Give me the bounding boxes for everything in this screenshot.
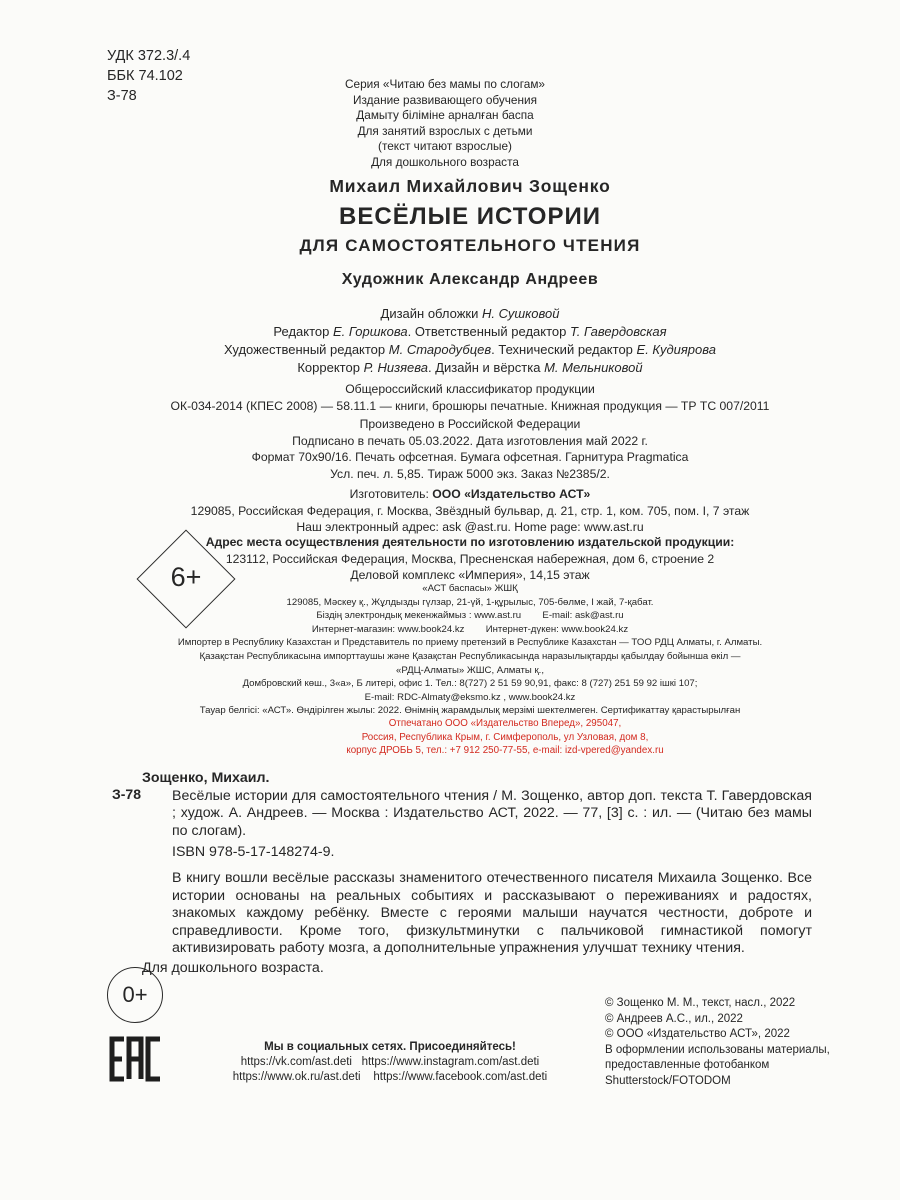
credit-label: . Технический редактор xyxy=(491,342,637,357)
series-line: Для дошкольного возраста xyxy=(371,154,519,169)
manufacturer-address: 129085, Российская Федерация, г. Москва, Звёздный бульвар, д. 21, стр. 1, ком. 705, пом. I, 7 этаж xyxy=(190,503,750,518)
kazakh-line: Импортер в Республику Казахстан и Представитель по приему претензий в Республике Казахстан — ТОО РДЦ Алматы, г. Алматы. xyxy=(177,637,763,649)
author-mark: З-78 xyxy=(107,88,137,104)
production-block xyxy=(150,416,790,482)
copyright-line: Shutterstock/FOTODOM xyxy=(605,1074,731,1087)
instagram-link[interactable]: https://www.instagram.com/ast.deti xyxy=(361,1056,540,1069)
udk-line: УДК 372.3/.4 xyxy=(107,48,191,64)
printer-line: Отпечатано ООО «Издательство Вперед», 295047, xyxy=(388,718,622,729)
zero-plus-label: 0+ xyxy=(122,982,148,1007)
credit-person: Е. Горшкова xyxy=(333,324,408,339)
manufacturer-email: Наш электронный адрес: ask @ast.ru. Home page: www.ast.ru xyxy=(296,520,644,534)
credit-person: Е. Кудиярова xyxy=(636,342,716,357)
kazakh-line: Домбровский көш., 3«а», Б литері, офис 1. Тел.: 8(727) 2 51 59 90,91, факс: 8 (727) 251 59 92 ішкі 107; xyxy=(242,678,698,690)
manufacturer-name: ООО «Издательство АСТ» xyxy=(432,487,591,501)
book-title: ВЕСЁЛЫЕ ИСТОРИИ xyxy=(339,203,601,230)
biblio-code: З-78 xyxy=(112,786,142,802)
author-name: Михаил Михайлович Зощенко xyxy=(329,176,611,196)
kazakh-line: 129085, Мәскеу қ., Жұлдызды гүлзар, 21-үй, 1-құрылыс, 705-бөлме, I жай, 7-қабат. xyxy=(286,596,654,608)
manufacturer-line xyxy=(150,486,790,503)
isbn: ISBN 978-5-17-148274-9. xyxy=(172,844,335,861)
credit-person: Р. Низяева xyxy=(363,360,429,375)
series-line: Дамыту біліміне арналған баспа xyxy=(356,108,534,123)
copyright-line: © Андреев А.С., ил., 2022 xyxy=(605,1012,743,1025)
biblio-entry: Весёлые истории для самостоятельного чтения / М. Зощенко, автор доп. текста Т. Гавердовская ; худож. А. Андреев. — Москва : Издательство АСТ, 2022. — 77, [3] с. : ил. — (Читаю без мамы по слогам). xyxy=(172,787,812,839)
credit-person: Н. Сушковой xyxy=(482,306,560,321)
copyright-line: предоставленные фотобанком xyxy=(605,1059,770,1072)
printer-line: корпус ДРОБЬ 5, тел.: +7 912 250-77-55, e-mail: izd-vpered@yandex.ru xyxy=(346,745,664,757)
ok-link[interactable]: https://www.ok.ru/ast.deti xyxy=(232,1071,361,1084)
copyright-line: © Зощенко М. М., текст, насл., 2022 xyxy=(605,997,796,1009)
credit-person: М. Стародубцев xyxy=(388,342,492,357)
activity-address-line: Деловой комплекс «Империя», 14,15 этаж xyxy=(350,568,590,582)
credit-label: Художественный редактор xyxy=(223,342,389,357)
kazakh-line: «РДЦ-Алматы» ЖШС, Алматы қ., xyxy=(396,664,544,676)
credit-person: М. Мельниковой xyxy=(544,360,643,375)
kazakh-line: Тауар белгісі: «АСТ». Өндірілген жылы: 2022. Өнімнің жарамдылық мерзімі шектелмеген. Сертификаттау қарастырылған xyxy=(199,705,741,717)
activity-address-line: 123112, Российская Федерация, Москва, Пресненская набережная, дом 6, строение 2 xyxy=(225,551,715,566)
eac-logo-icon xyxy=(108,1036,164,1082)
credit-label: Редактор xyxy=(273,324,333,339)
activity-address-block xyxy=(150,534,790,584)
age-rating-label: 6+ xyxy=(170,562,202,592)
vk-link[interactable]: https://vk.com/ast.deti xyxy=(240,1056,352,1069)
artist-name: Художник Александр Андреев xyxy=(341,271,599,288)
series-line: Серия «Читаю без мамы по слогам» xyxy=(345,77,545,91)
copyright-line: В оформлении использованы материалы, xyxy=(605,1043,830,1056)
classifier-block xyxy=(150,381,790,414)
social-row xyxy=(195,1070,585,1085)
eac-mark xyxy=(108,1036,164,1087)
series-line: (текст читают взрослые) xyxy=(378,139,512,154)
copyright-line: © ООО «Издательство АСТ», 2022 xyxy=(605,1028,790,1041)
social-heading: Мы в социальных сетях. Присоединяйтесь! xyxy=(264,1041,516,1053)
credit-line xyxy=(150,323,790,341)
credit-label: Корректор xyxy=(297,360,364,375)
classifier-line: Общероссийский классификатор продукции xyxy=(345,382,595,396)
production-line: Произведено в Российской Федерации xyxy=(359,417,581,431)
series-line: Издание развивающего обучения xyxy=(353,92,537,107)
classifier-line: ОК-034-2014 (КПЕС 2008) — 58.11.1 — книги, брошюры печатные. Книжная продукция — ТР ТС 007/2011 xyxy=(170,398,770,413)
printer-line: Россия, Республика Крым, г. Симферополь, ул Узловая, дом 8, xyxy=(361,731,649,743)
kazakh-line: E-mail: RDC-Almaty@eksmo.kz , www.book24.kz xyxy=(364,691,576,703)
social-links xyxy=(195,1040,585,1086)
credit-label: Дизайн обложки xyxy=(380,306,482,321)
credit-label: . Дизайн и вёрстка xyxy=(428,360,545,375)
kazakh-line: Интернет-магазин: www.book24.kz Интернет-дүкен: www.book24.kz xyxy=(311,623,629,635)
udk-bbk-block xyxy=(107,46,190,106)
production-line: Усл. печ. л. 5,85. Тираж 5000 экз. Заказ №2385/2. xyxy=(330,466,610,481)
zero-plus-mark xyxy=(107,967,163,1023)
copyright-block xyxy=(605,996,875,1090)
series-info xyxy=(300,77,590,171)
age-note: Для дошкольного возраста. xyxy=(142,959,324,976)
manufacturer-label: Изготовитель: xyxy=(349,487,433,501)
facebook-link[interactable]: https://www.facebook.com/ast.deti xyxy=(373,1071,548,1084)
kazakh-info-block xyxy=(150,582,790,718)
bbk-line: ББК 74.102 xyxy=(107,68,183,84)
production-line: Формат 70х90/16. Печать офсетная. Бумага офсетная. Гарнитура Pragmatica xyxy=(251,450,689,464)
biblio-author: Зощенко, Михаил. xyxy=(142,770,270,786)
social-row xyxy=(195,1055,585,1070)
credit-line xyxy=(150,341,790,359)
production-line: Подписано в печать 05.03.2022. Дата изготовления май 2022 г. xyxy=(292,433,648,448)
kazakh-line: «АСТ баспасы» ЖШҚ xyxy=(422,583,518,594)
kazakh-line: Қазақстан Республикасына импорттаушы және Қазақстан Республикасында наразылықтарды қабылдау бойынша өкіл — xyxy=(199,650,741,662)
activity-address-heading: Адрес места осуществления деятельности по изготовлению издательской продукции: xyxy=(205,535,735,549)
manufacturer-block xyxy=(150,486,790,536)
annotation: В книгу вошли весёлые рассказы знаменитого отечественного писателя Михаила Зощенко. Все истории основаны на реальных событиях и рассказывают о переживаниях и радостях, знакомых каждому ребёнку. Вместе с героями малыши научатся честности, доброте и справедливости. Кроме того, физкультминутки с пальчиковой гимнастикой помогут активизировать работу мозга, а дополнительные упражнения улучшат технику чтения. xyxy=(172,869,812,957)
kazakh-line: Біздің электрондық мекенжаймыз : www.ast.ru E-mail: ask@ast.ru xyxy=(316,610,624,622)
printer-block xyxy=(330,717,680,758)
credit-label: . Ответственный редактор xyxy=(407,324,570,339)
bibliographic-record xyxy=(112,770,812,978)
series-line: Для занятий взрослых с детьми xyxy=(357,123,533,138)
book-subtitle: ДЛЯ САМОСТОЯТЕЛЬНОГО ЧТЕНИЯ xyxy=(299,236,641,255)
credits-block xyxy=(150,305,790,377)
credit-line xyxy=(150,359,790,377)
credit-line xyxy=(150,305,790,323)
credit-person: Т. Гавердовская xyxy=(569,324,667,339)
